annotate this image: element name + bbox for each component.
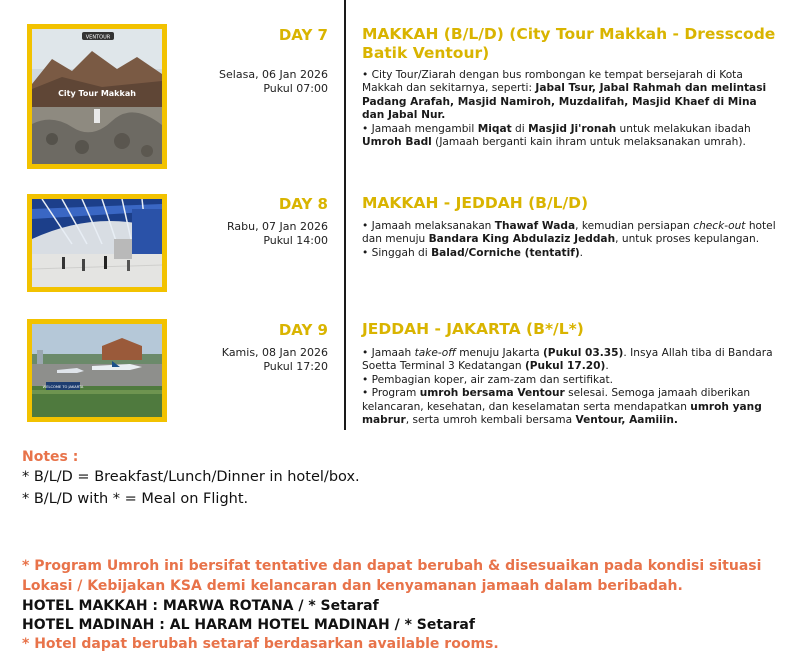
day-7-photo — [27, 24, 167, 169]
day-8-photo — [27, 194, 167, 292]
timeline-divider — [344, 0, 346, 430]
date-time — [219, 68, 328, 96]
day-description — [362, 347, 782, 427]
description-item: • Pembagian koper, air zam-zam dan sertifikat. — [362, 373, 614, 386]
hotel-makkah: HOTEL MAKKAH : MARWA ROTANA / * Setaraf — [22, 598, 379, 614]
day-title: MAKKAH - JEDDAH (B/L/D) — [362, 194, 589, 212]
notes-title: Notes : — [22, 449, 79, 465]
day-description — [362, 220, 782, 260]
disclaimer: * Program Umroh ini bersifat tentative dan dapat berubah & disesuaikan pada kondisi situasi Lokasi / Kebijakan KSA demi kelancaran dan kenyamanan jamaah dalam beribadah. — [22, 558, 762, 594]
day-label: DAY 7 — [278, 26, 328, 44]
description-item: • Jamaah melaksanakan Thawaf Wada, kemudian persiapan check-out hotel dan menuju Bandara King Abdulaziz Jeddah, untuk proses kepulangan. — [362, 220, 776, 246]
day-label: DAY 8 — [278, 195, 328, 213]
description-item: • City Tour/Ziarah dengan bus rombongan ke tempat bersejarah di Kota Makkah dan sekitarnya, seperti: Jabal Tsur, Jabal Rahmah dan melintasi Padang Arafah, Masjid Namiroh, Muzdalifah, Masjid Khaef di Mina dan Jabal Nur. — [362, 69, 767, 122]
date: Selasa, 06 Jan 2026 — [219, 68, 328, 81]
date: Kamis, 08 Jan 2026 — [221, 346, 328, 359]
photo-caption: City Tour Makkah — [58, 89, 136, 98]
photo-tag: VENTOUR — [85, 34, 111, 41]
description-item: • Jamaah mengambil Miqat di Masjid Ji'ronah untuk melakukan ibadah Umroh Badl (Jamaah berganti kain ihram untuk melaksanakan umrah). — [362, 122, 751, 149]
day-title: JEDDAH - JAKARTA (B*/L*) — [362, 320, 584, 338]
day-description — [362, 69, 782, 149]
time: Pukul 07:00 — [263, 82, 328, 95]
day-label: DAY 9 — [278, 321, 328, 339]
description-item: • Singgah di Balad/Corniche (tentatif). — [362, 246, 584, 259]
hotel-note: * Hotel dapat berubah setaraf berdasarkan available rooms. — [22, 636, 499, 652]
hotel-madinah: HOTEL MADINAH : AL HARAM HOTEL MADINAH / * Setaraf — [22, 617, 475, 633]
date-time — [227, 220, 328, 248]
date: Rabu, 07 Jan 2026 — [226, 220, 328, 233]
note-line: * B/L/D = Breakfast/Lunch/Dinner in hotel/box. — [22, 469, 360, 485]
description-item: • Jamaah take-off menuju Jakarta (Pukul 03.35). Insya Allah tiba di Bandara Soetta Terminal 3 Kedatangan (Pukul 17.20). — [362, 347, 773, 373]
date-time — [222, 346, 328, 374]
description-item: • Program umroh bersama Ventour selesai. Semoga jamaah diberikan kelancaran, kesehatan, dan keselamatan serta mendapatkan umroh yang mabrur, serta umroh kembali bersama Ventour, Aamiiin. — [362, 387, 762, 427]
time: Pukul 14:00 — [263, 234, 328, 247]
photo-sign: WELCOME TO JAKARTA — [42, 385, 84, 389]
note-line: * B/L/D with * = Meal on Flight. — [22, 491, 249, 507]
day-9-photo — [27, 319, 167, 422]
time: Pukul 17:20 — [263, 360, 328, 373]
day-title: MAKKAH (B/L/D) (City Tour Makkah - Dresscode Batik Ventour) — [362, 25, 776, 62]
